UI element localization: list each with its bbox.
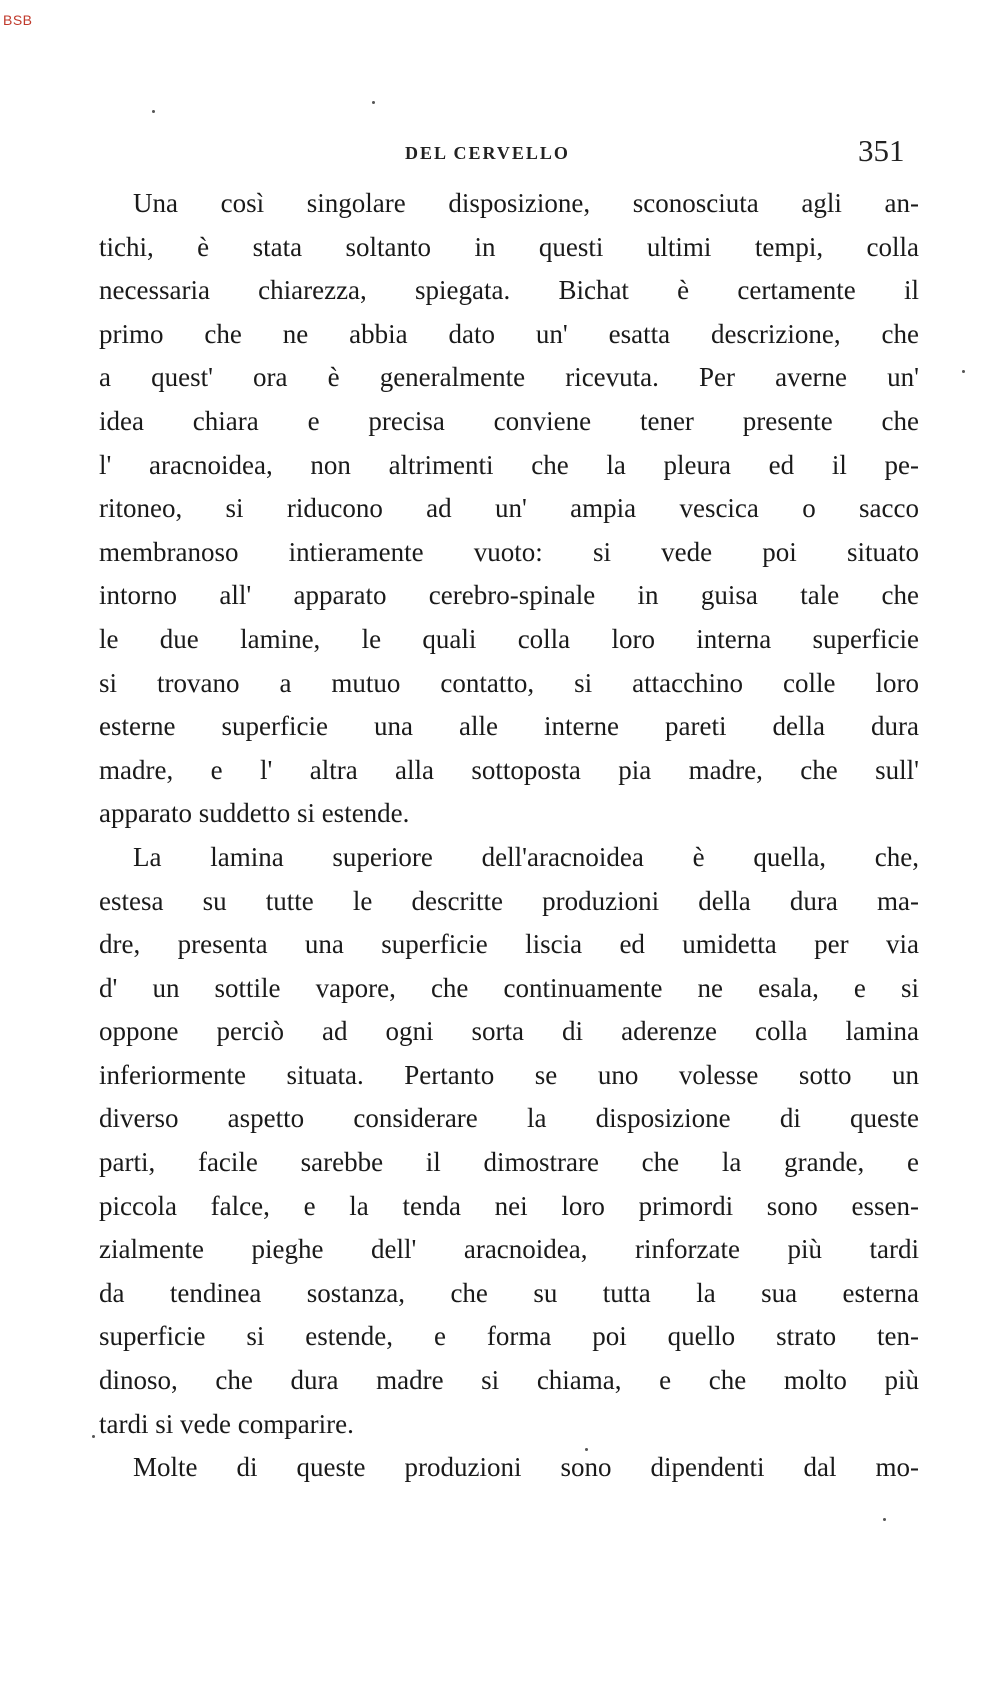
- scan-speck: [962, 370, 965, 373]
- text-line: parti, facile sarebbe il dimostrare che la grande, e: [99, 1147, 919, 1178]
- text-line: si trovano a mutuo contatto, si attacchino colle loro: [99, 667, 919, 698]
- text-line: estesa su tutte le descritte produzioni della dura ma-: [99, 885, 919, 916]
- scan-speck: [585, 1448, 588, 1451]
- text-line: Molte di queste produzioni sono dipendenti dal mo-: [133, 1452, 919, 1483]
- text-line: dre, presenta una superficie liscia ed umidetta per via: [99, 929, 919, 960]
- text-line: madre, e l' altra alla sottoposta pia madre, che sull': [99, 754, 919, 785]
- text-line: tichi, è stata soltanto in questi ultimi tempi, colla: [99, 231, 919, 262]
- text-line: piccola falce, e la tenda nei loro primordi sono essen-: [99, 1190, 919, 1221]
- text-line: le due lamine, le quali colla loro interna superficie: [99, 623, 919, 654]
- text-line: da tendinea sostanza, che su tutta la sua esterna: [99, 1277, 919, 1308]
- text-line: oppone perciò ad ogni sorta di aderenze colla lamina: [99, 1016, 919, 1047]
- text-line: intorno all' apparato cerebro-spinale in guisa tale che: [99, 580, 919, 611]
- text-line: Una così singolare disposizione, sconosciuta agli an-: [133, 188, 919, 218]
- scan-speck: [883, 1518, 886, 1521]
- body-text: [99, 182, 919, 1490]
- text-line: idea chiara e precisa conviene tener presente che: [99, 405, 919, 436]
- library-watermark: BSB: [3, 12, 33, 28]
- scan-speck: [372, 101, 375, 104]
- scan-speck: [92, 1435, 95, 1438]
- text-line: superficie si estende, e forma poi quello strato ten-: [99, 1321, 919, 1352]
- text-line: La lamina superiore dell'aracnoidea è quella, che,: [133, 841, 919, 872]
- text-line: l' aracnoidea, non altrimenti che la pleura ed il pe-: [99, 449, 919, 480]
- text-line: ritoneo, si riducono ad un' ampia vescica o sacco: [99, 493, 919, 524]
- text-line: membranoso intieramente vuoto: si vede poi situato: [99, 536, 919, 567]
- running-title: DEL CERVELLO: [405, 143, 570, 163]
- text-line: dinoso, che dura madre si chiama, e che molto più: [99, 1365, 919, 1396]
- page-number: 351: [858, 133, 905, 168]
- text-line: inferiormente situata. Pertanto se uno volesse sotto un: [99, 1059, 919, 1090]
- text-line: diverso aspetto considerare la disposizione di queste: [99, 1103, 919, 1134]
- text-line: apparato suddetto si estende.: [99, 798, 410, 829]
- text-line: zialmente pieghe dell' aracnoidea, rinforzate più tardi: [99, 1234, 919, 1265]
- text-line: tardi si vede comparire.: [99, 1408, 354, 1439]
- text-line: primo che ne abbia dato un' esatta descrizione, che: [99, 318, 919, 349]
- text-line: esterne superficie una alle interne pareti della dura: [99, 711, 919, 742]
- text-line: d' un sottile vapore, che continuamente ne esala, e si: [99, 972, 919, 1003]
- scan-speck: [152, 110, 155, 113]
- text-line: necessaria chiarezza, spiegata. Bichat è certamente il: [99, 275, 919, 306]
- text-line: a quest' ora è generalmente ricevuta. Per averne un': [99, 362, 919, 393]
